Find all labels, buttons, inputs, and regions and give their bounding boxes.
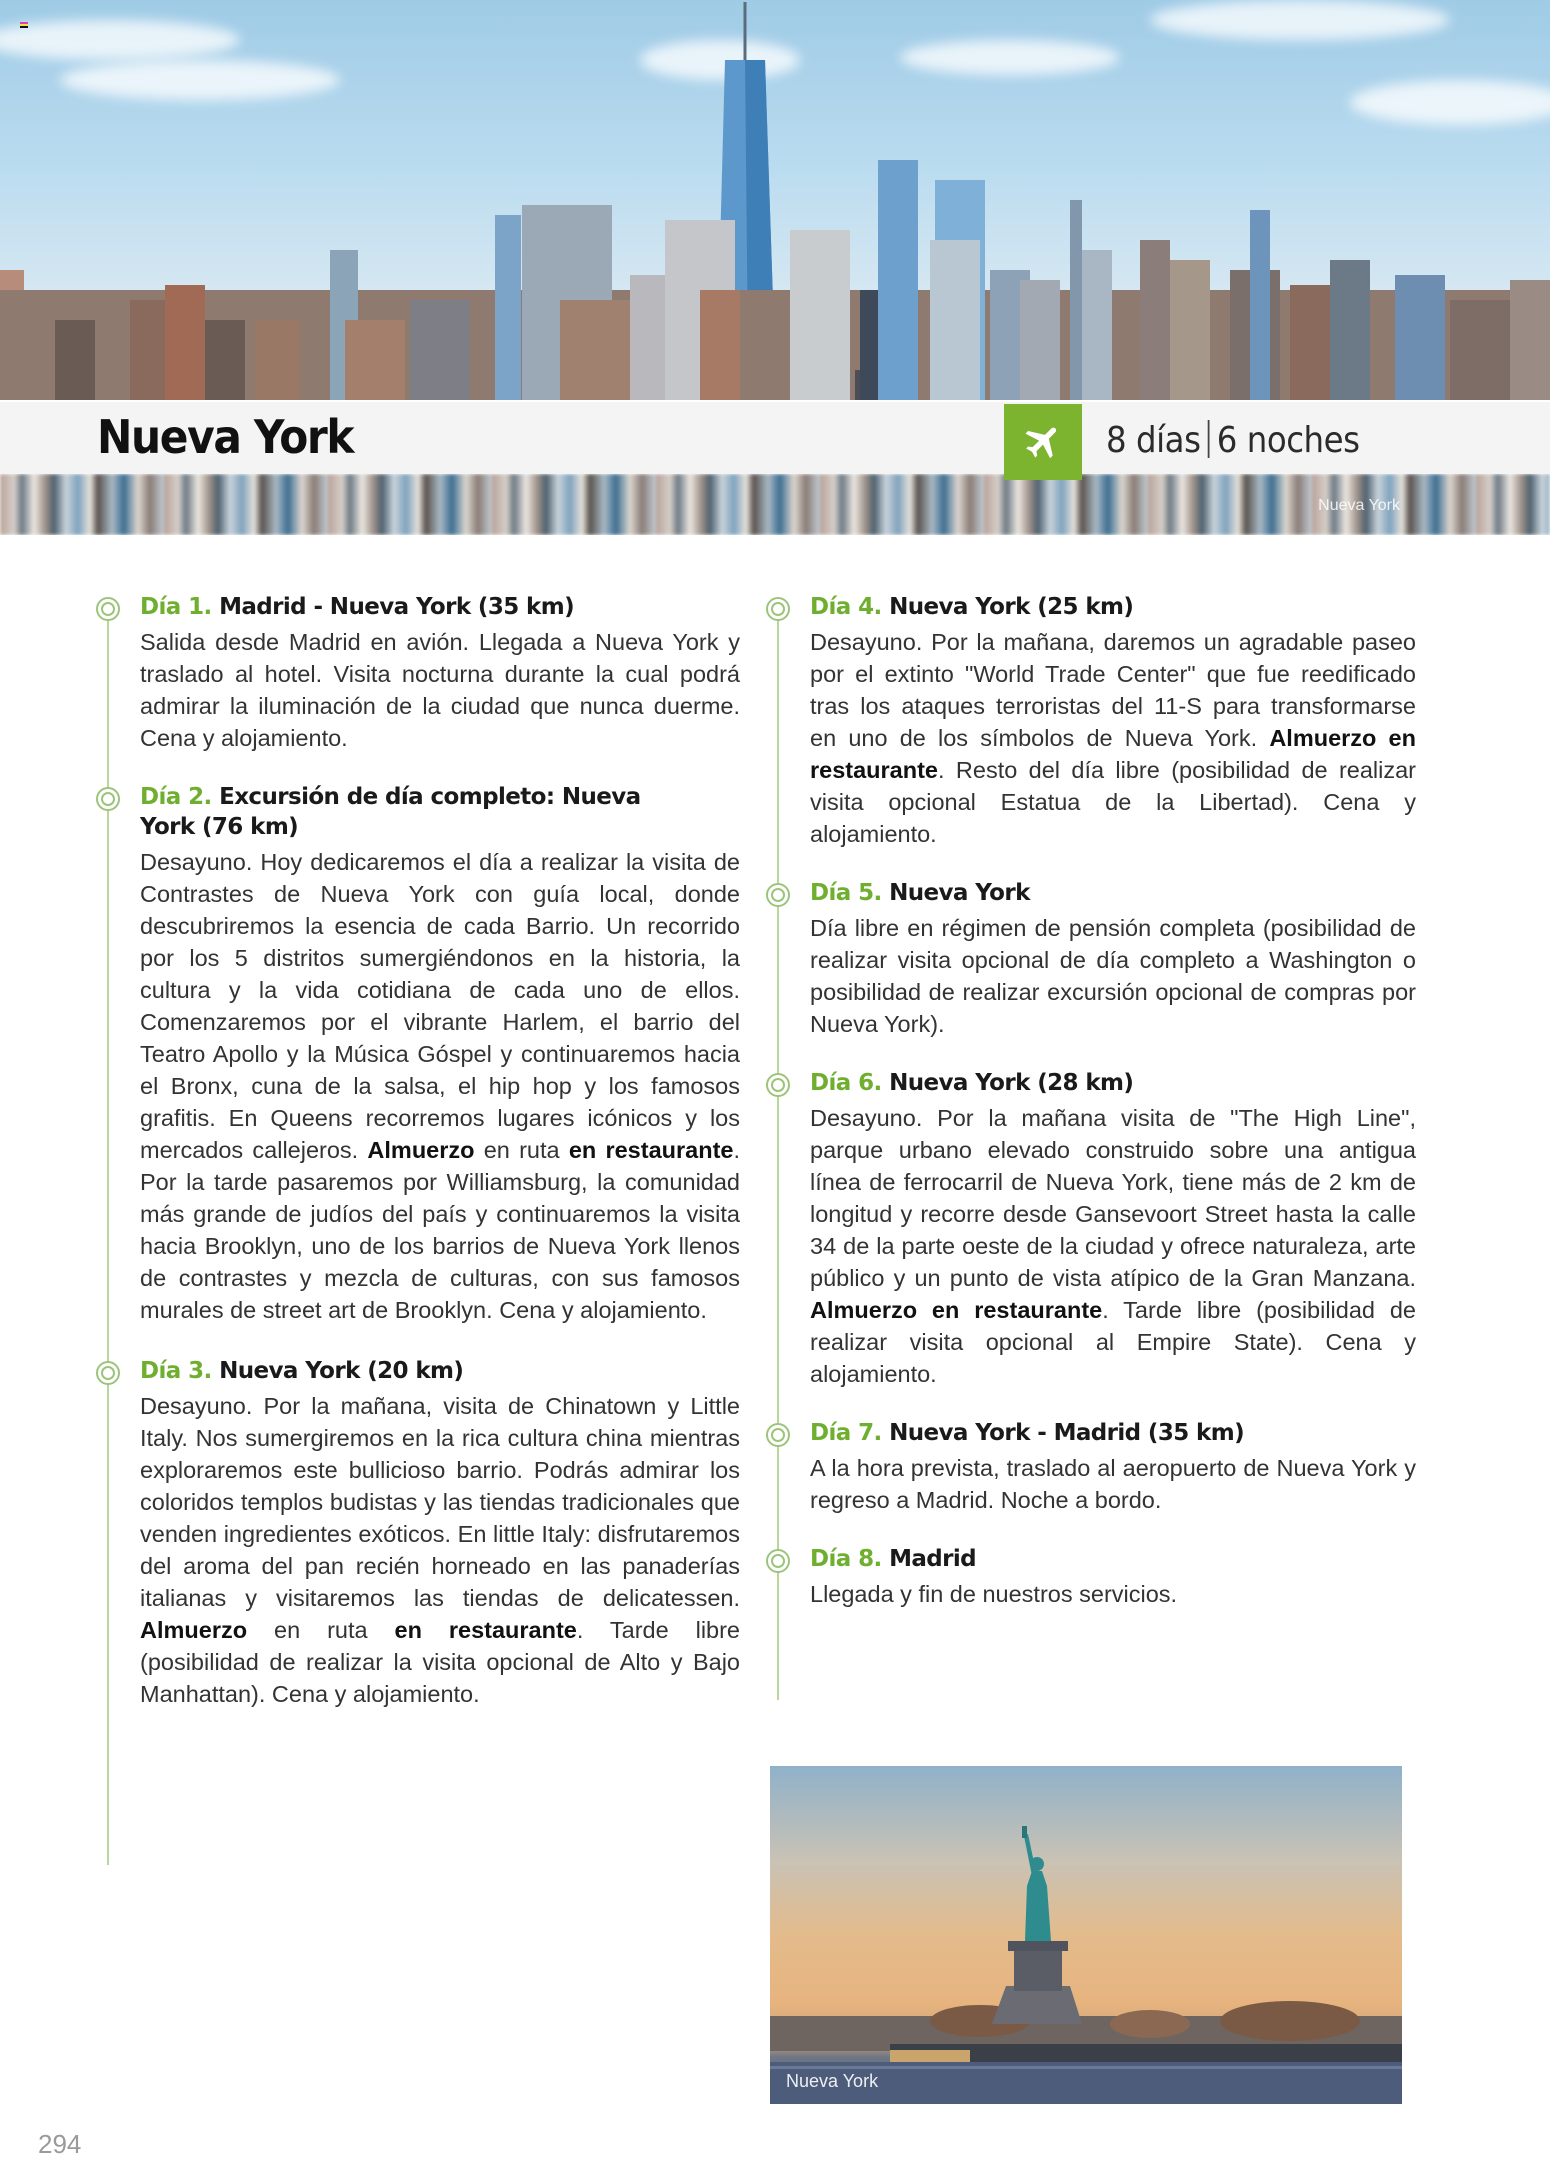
day-title (810, 1544, 1416, 1574)
day-heading: Nueva York (889, 880, 1030, 906)
statue-of-liberty-illustration (770, 1766, 1402, 2104)
day-label: Día 6. (810, 1070, 882, 1096)
itinerary-column-left (90, 592, 740, 1710)
day-heading: Madrid (889, 1546, 977, 1572)
day-title (810, 592, 1416, 622)
day-heading: Excursión de día completo: Nueva York (76 km) (140, 784, 641, 840)
day-description: Desayuno. Por la mañana, visita de Chinatown y Little Italy. Nos sumergiremos en la rica cultura china mientras exploraremos este bullicioso barrio. Podrás admirar los coloridos templos budistas y las tiendas tradicionales que venden ingredientes exóticos. En little Italy: disfrutaremos del aroma del pan recién horneado en las panaderías italianas y visitaremos las tiendas de delicatessen. Almuerzo en ruta en restaurante. Tarde libre (posibilidad de realizar la visita opcional de Alto y Bajo Manhattan). Cena y alojamiento. (140, 1393, 741, 1707)
day-description: Llegada y fin de nuestros servicios. (810, 1581, 1178, 1607)
day-label: Día 8. (810, 1546, 882, 1572)
day-description: Salida desde Madrid en avión. Llegada a Nueva York y traslado al hotel. Visita nocturna durante la cual podrá admirar la iluminación de la ciudad que nunca duerme. Cena y alojamiento. (140, 629, 740, 751)
day-label: Día 1. (140, 594, 212, 620)
day-description: Desayuno. Por la mañana, daremos un agradable paseo por el extinto "World Trade Center" que fue reedificado tras los ataques terroristas del 11-S para transformarse en uno de los símbolos de Nueva York. Almuerzo en restaurante. Resto del día libre (posibilidad de realizar visita opcional Estatua de la Libertad). Cena y alojamiento. (810, 629, 1416, 847)
day-label: Día 7. (810, 1420, 882, 1446)
day-item-4 (760, 592, 1416, 850)
photo-caption: Nueva York (786, 2071, 879, 2091)
day-heading: Madrid - Nueva York (35 km) (219, 594, 575, 620)
day-label: Día 4. (810, 594, 882, 620)
page-number: 294 (38, 2129, 82, 2159)
duration-nights: 6 noches (1216, 420, 1360, 461)
timeline-marker-icon (96, 787, 120, 811)
day-heading: Nueva York (28 km) (889, 1070, 1134, 1096)
day-title (140, 592, 740, 622)
timeline-marker-icon (96, 597, 120, 621)
day-item-5 (760, 878, 1416, 1040)
day-item-3 (90, 1356, 740, 1710)
itinerary-column-right (760, 592, 1416, 1610)
day-description: A la hora prevista, traslado al aeropuerto de Nueva York y regreso a Madrid. Noche a bordo. (810, 1455, 1416, 1513)
duration-separator (1208, 420, 1210, 458)
duration-days: 8 días (1106, 420, 1201, 461)
day-item-8 (760, 1544, 1416, 1610)
day-description: Desayuno. Por la mañana visita de "The High Line", parque urbano elevado construido sobre una antigua línea de ferrocarril de Nueva York, tiene más de 2 km de longitud y recorre desde Gansevoort Street hasta la calle 34 de la parte oeste de la ciudad y ofrece naturaleza, arte público y un punto de vista atípico de la Gran Manzana. Almuerzo en restaurante. Tarde libre (posibilidad de realizar visita opcional al Empire State). Cena y alojamiento. (810, 1105, 1416, 1387)
day-label: Día 5. (810, 880, 882, 906)
day-item-1 (90, 592, 740, 754)
timeline-marker-icon (766, 1549, 790, 1573)
day-title (810, 1068, 1416, 1098)
statue-of-liberty-photo (770, 1766, 1402, 2104)
day-title (810, 878, 1416, 908)
day-heading: Nueva York (25 km) (889, 594, 1134, 620)
day-label: Día 2. (140, 784, 212, 810)
day-heading: Nueva York (20 km) (219, 1358, 464, 1384)
timeline-marker-icon (766, 883, 790, 907)
airplane-badge (1004, 404, 1082, 480)
print-registration-mark (20, 22, 28, 28)
timeline-marker-icon (766, 1073, 790, 1097)
timeline-marker-icon (766, 597, 790, 621)
day-title (140, 782, 740, 842)
timeline-marker-icon (96, 1361, 120, 1385)
day-label: Día 3. (140, 1358, 212, 1384)
manhattan-skyline-image (0, 0, 1550, 400)
day-description: Día libre en régimen de pensión completa (posibilidad de realizar visita opcional de día completo a Washington o posibilidad de realizar excursión opcional de compras por Nueva York). (810, 915, 1416, 1037)
airplane-icon (1021, 420, 1065, 464)
day-item-2 (90, 782, 740, 1326)
day-title (810, 1418, 1416, 1448)
hero-banner (0, 0, 1550, 535)
day-item-6 (760, 1068, 1416, 1390)
timeline-marker-icon (766, 1423, 790, 1447)
day-heading: Nueva York - Madrid (35 km) (889, 1420, 1245, 1446)
day-item-7 (760, 1418, 1416, 1516)
day-title (140, 1356, 740, 1386)
day-description: Desayuno. Hoy dedicaremos el día a realizar la visita de Contrastes de Nueva York con guía local, donde descubriremos la esencia de cada Barrio. Un recorrido por los 5 distritos sumergiéndonos en la historia, la cultura y la vida cotidiana de cada uno de ellos. Comenzaremos por el vibrante Harlem, el barrio del Teatro Apollo y la Música Góspel y continuaremos hacia el Bronx, cuna de la salsa, el hip hop y los famosos grafitis. En Queens recorremos lugares icónicos y los mercados callejeros. Almuerzo en ruta en restaurante. Por la tarde pasaremos por Williamsburg, la comunidad más grande de judíos del país y continuaremos la visita hacia Brooklyn, uno de los barrios de Nueva York llenos de contrastes y mezcla de culturas, con sus famosos murales de street art de Brooklyn. Cena y alojamiento. (140, 849, 740, 1323)
hero-image-caption: Nueva York (1318, 497, 1400, 514)
page-title: Nueva York (97, 410, 354, 464)
trip-duration (1106, 420, 1360, 461)
